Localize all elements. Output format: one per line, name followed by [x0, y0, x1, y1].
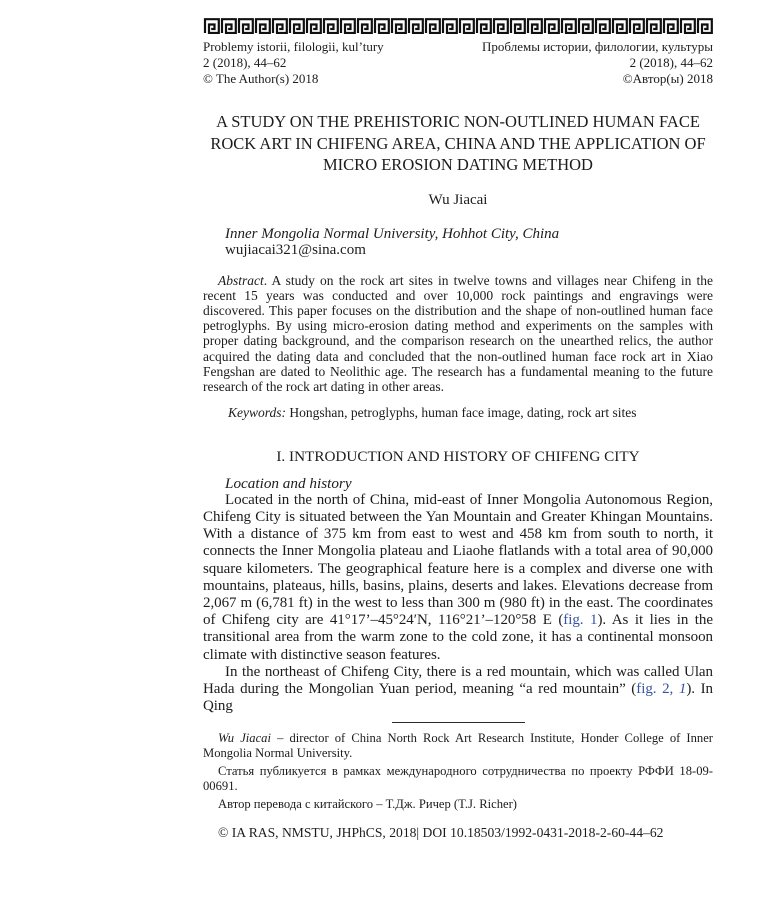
copyright-right: ©Автор(ы) 2018: [622, 71, 713, 86]
text-run: Abstract: [218, 272, 264, 288]
author-email: wujiacai321@sina.com: [225, 242, 366, 258]
text-run: Hongshan, petroglyphs, human face image, dating, rock art sites: [286, 405, 637, 421]
text-run: ). As it lies in the transitional area from the warm zone to the cold zone, it has a continental monsoon climate with distinctive season features.: [203, 612, 713, 663]
affiliation-block: [203, 226, 713, 259]
footnote-rule: [392, 722, 525, 723]
article-title-line-1: A STUDY ON THE PREHISTORIC NON-OUTLINED HUMAN FACE: [216, 112, 700, 131]
figure-2-link[interactable]: fig. 2,: [636, 680, 679, 697]
text-run: Wu Jiacai: [218, 731, 271, 746]
abstract: [203, 273, 713, 395]
footnote-translator: [203, 797, 713, 812]
article-title: [203, 111, 713, 176]
text-run: Автор перевода с китайского – Т.Дж. Ричер (T.J. Richer): [218, 796, 517, 811]
article-title-line-2: ROCK ART IN CHIFENG AREA, CHINA AND THE APPLICATION OF: [210, 133, 706, 153]
text-run: In the northeast of Chifeng City, there is a red mountain, which was called Ulan Hada during the Mongolian Yuan period, meaning “a red mountain” (: [203, 663, 713, 697]
text-run: ). In Qing: [203, 680, 713, 715]
greek-key-border: [203, 18, 713, 34]
section-heading: I. INTRODUCTION AND HISTORY OF CHIFENG CITY: [276, 448, 640, 466]
text-run: Статья публикуется в рамках международного сотрудничества по проекту РФФИ 18-09-00691.: [203, 763, 713, 793]
journal-title-transliterated: Problemy istorii, filologii, kul’tury: [203, 39, 384, 54]
subsection-heading: Location and history: [225, 474, 352, 492]
author-name: Wu Jiacai: [428, 191, 488, 208]
paragraph-red-mountain: [203, 664, 713, 716]
text-run: Keywords:: [228, 405, 286, 421]
masthead: [203, 39, 713, 87]
keywords: [203, 405, 713, 420]
masthead-left: [203, 39, 384, 87]
footnote-author-bio: [203, 731, 713, 761]
article-title-line-3: MICRO EROSION DATING METHOD: [323, 155, 593, 174]
page-content: [203, 18, 713, 841]
footnote-funding: [203, 764, 713, 794]
figure-2-item-link[interactable]: 1: [678, 680, 687, 697]
journal-title-russian: Проблемы истории, филологии, культуры: [482, 39, 713, 54]
issue-pages-left: 2 (2018), 44–62: [203, 55, 287, 70]
issue-pages-right: 2 (2018), 44–62: [629, 55, 713, 70]
figure-1-link[interactable]: fig. 1: [563, 612, 598, 629]
text-run: Located in the north of China, mid-east of Inner Mongolia Autonomous Region, Chifeng City is situated between the Yan Mountain and Greater Khingan Mountains. With a distance of 375 km from east to west and 458 km from south to north, it connects the Inner Mongolia plateau and Liaohe flatlands with a total area of 90,000 square kilometers. The geographical feature here is a complex and diverse one with mountains, plateaus, hills, basins, plains, deserts and lakes. Elevations decrease from 2,067 m (6,781 ft) in the west to less than 300 m (980 ft) in the east. The coordinates of Chifeng city are 41°17’–45°24′N, 116°21’–120°58 E (: [203, 491, 713, 629]
page: [0, 18, 784, 924]
imprint-doi-line: © IA RAS, NMSTU, JHPhCS, 2018| DOI 10.18503/1992-0431-2018-2-60-44–62: [218, 825, 664, 841]
masthead-right: [482, 39, 713, 87]
affiliation: Inner Mongolia Normal University, Hohhot City, China: [225, 225, 560, 242]
paragraph-location-history: [203, 492, 713, 664]
text-run: – director of China North Rock Art Research Institute, Honder College of Inner Mongolia Normal University.: [203, 731, 713, 761]
text-run: . A study on the rock art sites in twelve towns and villages near Chifeng in the recent 15 years was conducted and over 10,000 rock paintings and engravings were discovered. This paper focuses on the distribution and the shape of non-outlined human face petroglyphs. By using micro-erosion dating method and experiments on the samples with proper dating background, and the comparison research on the unearthed relics, the author acquired the dating data and concluded that the non-outlined human face rock art in Xiao Fengshan are dated to Neolithic age. The research has a fundamental meaning to the future research of the rock art dating in other areas.: [203, 272, 713, 394]
copyright-left: © The Author(s) 2018: [203, 71, 319, 86]
